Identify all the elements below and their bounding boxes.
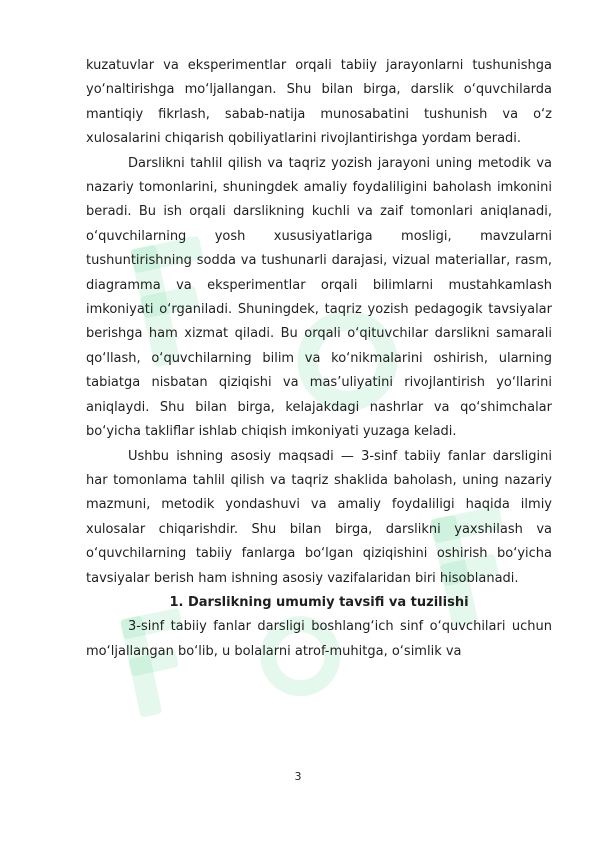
document-body (86, 54, 552, 664)
page-number: 3 (294, 770, 302, 783)
paragraph-2: Darslikni tahlil qilish va taqriz yozish jarayoni uning metodik va nazariy tomonlarini, shuningdek amaliy foydaliligini baholash imkonini beradi. Bu ish orqali darslikning kuchli va zaif tomonlari aniqlanadi, o‘quvchilarning yosh xususiyatlariga mosligi, mavzularni tushuntirishning sodda va tushunarli darajasi, vizual materiallar, rasm, diagramma va eksperimentlar orqali bilimlarni mustahkamlash imkoniyati o‘rganiladi. Shuningdek, taqriz yozish pedagogik tavsiyalar berishga ham xizmat qiladi. Bu orqali o‘qituvchilar darslikni samarali qo‘llash, o‘quvchilarning bilim va ko‘nikmalarini oshirish, ularning tabiatga nisbatan qiziqishi va mas’uliyatini rivojlantirish yo‘llarini aniqlaydi. Shu bilan birga, kelajakdagi nashrlar va qo‘shimchalar bo‘yicha takliflar ishlab chiqish imkoniyati yuzaga keladi. (86, 155, 552, 440)
paragraph-1: kuzatuvlar va eksperimentlar orqali tabiiy jarayonlarni tushunishga yo‘naltirishga mo‘ljallangan. Shu bilan birga, darslik o‘quvchilarda mantiqiy fikrlash, sabab-natija munosabatini tushunish va o‘z xulosalarini chiqarish qobiliyatlarini rivojlantirishga yordam beradi. (86, 58, 552, 147)
section-heading: 1. Darslikning umumiy tavsifi va tuzilishi (169, 594, 469, 610)
section-paragraph: 3-sinf tabiiy fanlar darsligi boshlang‘ich sinf o‘quvchilari uchun mo‘ljallangan bo‘lib, u bolalarni atrof-muhitga, o‘simlik va (86, 619, 552, 659)
paragraph-3: Ushbu ishning asosiy maqsadi — 3-sinf tabiiy fanlar darsligini har tomonlama tahlil qilish va taqriz shaklida baholash, uning nazariy mazmuni, metodik yondashuvi va amaliy foydaliligi haqida ilmiy xulosalar chiqarishdir. Shu bilan birga, darslikni yaxshilash va o‘quvchilarning tabiiy fanlarga bo‘lgan qiziqishini oshirish bo‘yicha tavsiyalar berish ham ishning asosiy vazifalaridan biri hisoblanadi. (86, 448, 552, 586)
